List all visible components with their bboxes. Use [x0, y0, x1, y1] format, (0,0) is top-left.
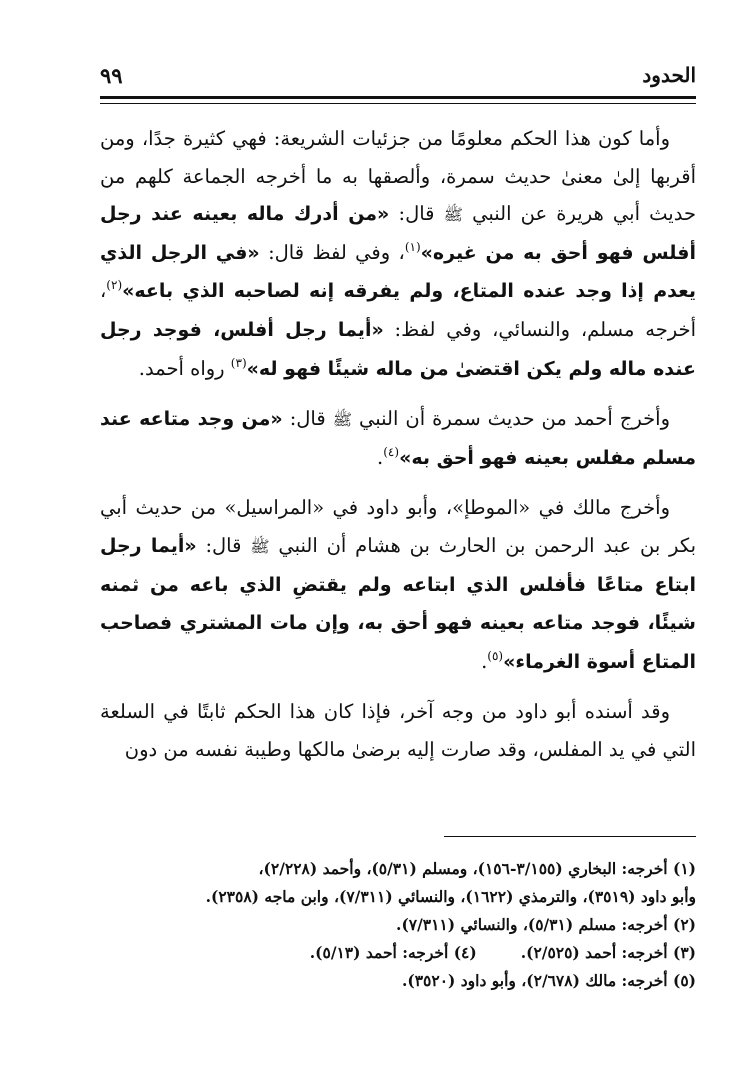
footnote-4: (٤) أخرجه: أحمد (٥/١٣). — [309, 943, 477, 962]
running-header — [100, 58, 696, 92]
paragraph — [100, 489, 696, 681]
footnote-row-3-4 — [100, 939, 696, 967]
hadith-quote: «أيما رجل أفلس، فوجد رجل عنده ماله ولم يكن اقتضىٰ من ماله شيئًا فهو له» — [100, 318, 696, 380]
salawat-symbol: ﷺ — [443, 205, 463, 225]
paragraph — [100, 120, 696, 388]
footnote-3: (٣) أخرجه: أحمد (٢/٥٢٥). — [520, 943, 696, 962]
text-run: قال: — [196, 533, 251, 557]
main-text — [100, 120, 696, 769]
text-run: ، أخرجه مسلم، والنسائي، وفي لفظ: — [100, 279, 696, 341]
text-run: . — [377, 445, 384, 469]
paragraph — [100, 693, 696, 768]
footnote-2: (٢) أخرجه: مسلم (٥/٣١)، والنسائي (٧/٣١١). — [396, 915, 696, 934]
text-run: رواه أحمد. — [138, 356, 231, 380]
text-run: قال: — [389, 202, 444, 226]
footnote-marker: (٤) — [383, 444, 400, 459]
text-run: وقد أسنده أبو داود من وجه آخر، فإذا كان هذا الحكم ثابتًا في السلعة التي في يد المفلس، وقد صارت إليه برضىٰ مالكها وطيبة نفسه من دون — [100, 700, 696, 761]
salawat-symbol: ﷺ — [332, 410, 353, 430]
footnote-1: (١) أخرجه: البخاري (٣/١٥٥-١٥٦)، ومسلم (٥/٣١)، وأحمد (٢/٢٢٨)، — [258, 859, 696, 878]
salawat-symbol: ﷺ — [250, 536, 270, 556]
hadith-quote: «من وجد متاعه عند مسلم مفلس بعينه فهو أحق به» — [100, 408, 696, 469]
hadith-quote: «في الرجل الذي يعدم إذا وجد عنده المتاع، ولم يفرقه إنه لصاحبه الذي باعه» — [100, 241, 696, 303]
footnote-marker: (٥) — [487, 648, 504, 663]
hadith-quote: «أيما رجل ابتاع متاعًا فأفلس الذي ابتاعه ولم يقتضِ الذي باعه من ثمنه شيئًا، فوجد متاعه بعينه فهو أحق به، وإن مات المشتري فصاحب المتاع أسوة الغرماء» — [100, 534, 696, 673]
text-run: . — [481, 649, 488, 673]
footnote-marker: (٣) — [230, 355, 247, 370]
footnotes — [100, 855, 696, 995]
page-number: ٩٩ — [100, 62, 123, 88]
header-rule-thin — [100, 103, 696, 104]
text-run: وأخرج مالك في «الموطإ»، وأبو داود في «المراسيل» من حديث أبي بكر بن عبد الرحمن بن الحارث بن هشام أن النبي — [100, 496, 697, 557]
paragraph — [100, 400, 696, 477]
text-run: قال: — [282, 407, 333, 431]
footnote-5: (٥) أخرجه: مالك (٢/٦٧٨)، وأبو داود (٣٥٢٠). — [402, 971, 696, 990]
header-rule-thick — [100, 96, 696, 99]
text-run: ، وفي لفظ قال: — [259, 240, 405, 264]
chapter-title: الحدود — [642, 63, 696, 87]
footnote-1-continued: وأبو داود (٣٥١٩)، والترمذي (١٦٢٢)، والنسائي (٧/٣١١)، وابن ماجه (٢٣٥٨). — [205, 887, 696, 906]
hadith-quote: «من أدرك ماله بعينه عند رجل أفلس فهو أحق به من غيره» — [100, 203, 696, 264]
footnote-marker: (١) — [404, 239, 421, 254]
text-run: وأخرج أحمد من حديث سمرة أن النبي — [352, 407, 671, 431]
footnote-separator — [444, 836, 696, 837]
text-run: وأما كون هذا الحكم معلومًا من جزئيات الشريعة: فهي كثيرة جدًا، ومن أقربها إلىٰ معنىٰ حديث سمرة، وألصقها به ما أخرجه الجماعة كلهم من حديث أبي هريرة عن النبي — [100, 127, 697, 226]
footnote-marker: (٢) — [106, 278, 123, 293]
